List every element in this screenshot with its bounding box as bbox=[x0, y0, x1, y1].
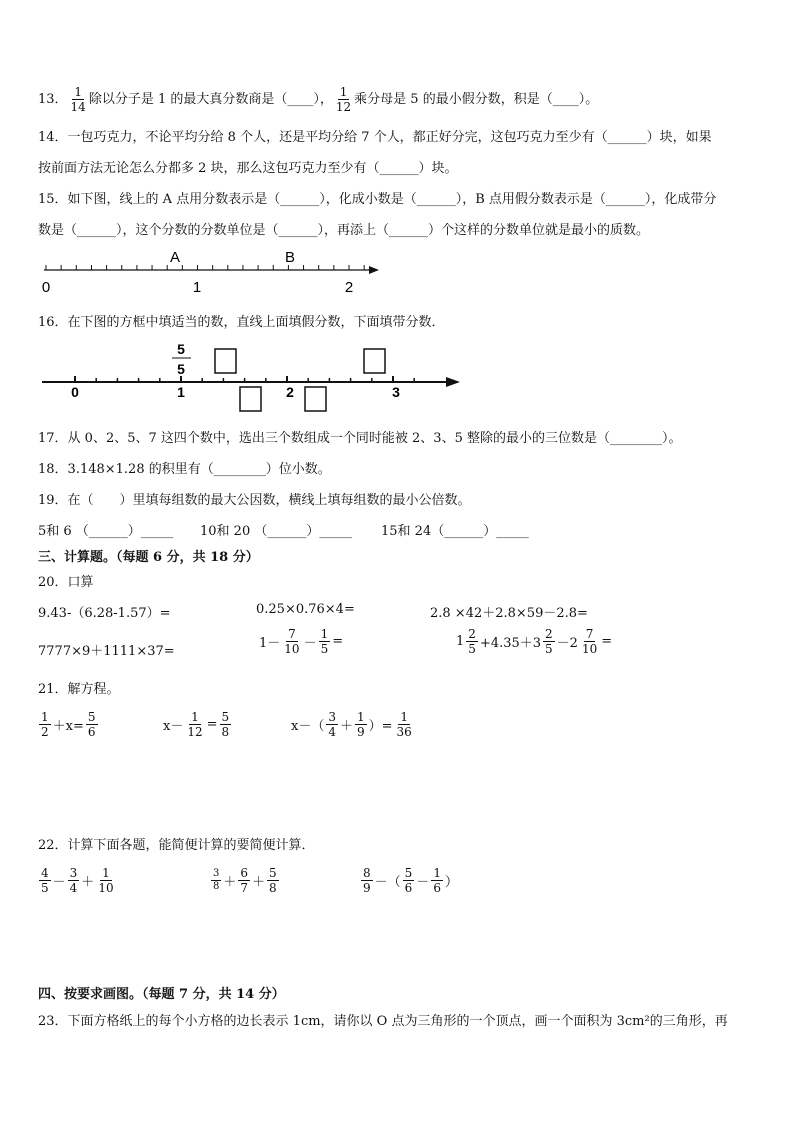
q20-expr-1: 9.43-（6.28-1.57）= bbox=[38, 606, 171, 621]
tick-label-0: 0 bbox=[41, 279, 51, 296]
frac-denominator: 5 bbox=[177, 361, 185, 377]
question-21-label: 21．解方程。 bbox=[38, 682, 120, 697]
question-17: 17．从 0、2、5、7 这四个数中，选出三个数组成一个同时能被 2、3、5 整除的最小的三位数是（________）。 bbox=[38, 431, 682, 446]
fraction: $\frac{1}{14}$ bbox=[70, 85, 86, 114]
q20-expr-4: 7777×9＋1111×37= bbox=[38, 644, 175, 659]
tick-label-2: 2 bbox=[344, 279, 354, 296]
tick-label-2: 2 bbox=[286, 384, 294, 400]
q20-expr-2: 0.25×0.76×4= bbox=[256, 602, 355, 617]
q20-expr-6: 1 $\frac{2}{5}$ +4.35＋3 $\frac{2}{5}$ －2 $\frac{7}{10}$ = bbox=[456, 627, 613, 656]
q22-expr-1: $\frac{4}{5}$ － $\frac{3}{4}$ ＋ $\frac{1}{10}$ bbox=[41, 866, 114, 895]
question-22-label: 22．计算下面各题，能简便计算的要简便计算． bbox=[38, 838, 315, 853]
number-line-q16 bbox=[38, 338, 468, 418]
q19-group-1: 5和 6 （______）_____ bbox=[38, 524, 174, 539]
section-4-title: 四、按要求画图。（每题 7 分，共 14 分） bbox=[38, 987, 285, 1002]
q21-equation-3: x－（ $\frac{3}{4}$ ＋ $\frac{1}{9}$ ）= $\frac{1}{36}$ bbox=[291, 710, 412, 739]
section-3-title: 三、计算题。（每题 6 分，共 18 分） bbox=[38, 550, 259, 565]
q20-expr-3: 2.8 ×42＋2.8×59－2.8= bbox=[430, 606, 588, 621]
tick-label-1: 1 bbox=[192, 279, 202, 296]
answer-box bbox=[305, 387, 326, 411]
question-23: 23．下面方格纸上的每个小方格的边长表示 1cm，请你以 O 点为三角形的一个顶点，画一个面积为 3cm²的三角形，再 bbox=[38, 1014, 728, 1029]
tick-label-1: 1 bbox=[177, 384, 185, 400]
q22-expr-2: $\frac{3}{8}$ ＋ $\frac{6}{7}$ ＋ $\frac{5}{8}$ bbox=[213, 866, 277, 895]
q19-group-3: 15和 24（______）_____ bbox=[381, 524, 529, 539]
question-15-line2: 数是（______），这个分数的分数单位是（______），再添上（______）个这样的分数单位就是最小的质数。 bbox=[38, 223, 650, 238]
question-13: 13． $\frac{1}{14}$ 除以分子是 1 的最大真分数商是（____）， $\frac{1}{12}$ 乘分母是 5 的最小假分数，积是（____）。 bbox=[38, 85, 599, 114]
q20-expr-5: 1－ $\frac{7}{10}$ － $\frac{1}{5}$ = bbox=[259, 627, 344, 656]
answer-box bbox=[240, 387, 261, 411]
q21-equation-2: x－ $\frac{1}{12}$ = $\frac{5}{8}$ bbox=[163, 710, 230, 739]
question-15-line1: 15．如下图，线上的 A 点用分数表示是（______），化成小数是（______），B 点用假分数表示是（______），化成带分 bbox=[38, 192, 717, 207]
question-20-label: 20．口算 bbox=[38, 575, 94, 590]
q22-expr-3: $\frac{8}{9}$ －（ $\frac{5}{6}$ － $\frac{1}{6}$ ） bbox=[363, 866, 458, 895]
question-14-line2: 按前面方法无论怎么分都多 2 块，那么这包巧克力至少有（______）块。 bbox=[38, 161, 458, 176]
point-b-label: B bbox=[284, 249, 296, 266]
frac-numerator: 5 bbox=[177, 341, 185, 357]
question-14-line1: 14．一包巧克力，不论平均分给 8 个人，还是平均分给 7 个人，都正好分完，这包巧克力至少有（______）块，如果 bbox=[38, 130, 712, 145]
tick-label-0: 0 bbox=[71, 384, 79, 400]
question-18: 18．3.148×1.28 的积里有（________）位小数。 bbox=[38, 462, 331, 477]
fraction: $\frac{1}{12}$ bbox=[335, 85, 352, 114]
question-19: 19．在（ ）里填每组数的最大公因数，横线上填每组数的最小公倍数。 bbox=[38, 493, 471, 508]
question-16: 16．在下图的方框中填适当的数，直线上面填假分数，下面填带分数． bbox=[38, 315, 445, 330]
answer-box bbox=[364, 349, 385, 373]
point-a-label: A bbox=[169, 249, 181, 266]
answer-box bbox=[215, 349, 236, 373]
tick-label-3: 3 bbox=[392, 384, 400, 400]
q21-equation-1: $\frac{1}{2}$ ＋x= $\frac{5}{6}$ bbox=[41, 710, 96, 739]
number-line-q15 bbox=[36, 244, 386, 296]
q19-group-2: 10和 20 （______）_____ bbox=[200, 524, 352, 539]
